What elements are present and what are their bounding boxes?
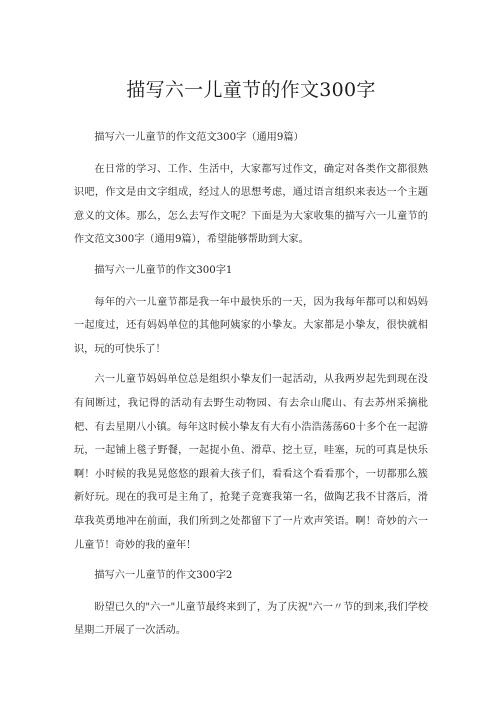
document-title: 描写六一儿童节的作文300字 xyxy=(126,79,376,101)
essay-2-paragraph-1: 盼望已久的"六一"儿童节最终来到了，为了庆祝"六一〃节的到来,我们学校星期二开展了一次活动。 xyxy=(74,601,428,637)
intro-paragraph: 在日常的学习、工作、生活中，大家都写过作文，确定对各类作文都很熟识吧，作文是由文字组成，经过人的思想考虑，通过语言组织来表达一个主题意义的文体。那么，怎么去写作文呢？下面是为大家收集的描写六一儿童节的作文范文300字（通用9篇），希望能够帮助到大家。 xyxy=(74,163,428,246)
essay-1-paragraph-2: 六一儿童节妈妈单位总是组织小挚友们一起活动，从我两岁起先到现在没有间断过，我记得的活动有去野生动物园、有去佘山爬山、有去苏州采摘枇杷、有去星期八小镇。每年这时候小挚友有大有小浩浩荡荡60十多个在一起游玩，一起铺上毯子野餐，一起捉小鱼、滑草、挖土豆，哇塞，玩的可真是快乐啊！小时候的我晃晃悠悠的跟着大孩子们，看看这个看看那个，一切都那么簇新好玩。现在的我可是主角了，抢凳子竞赛我第一名，做陶艺我不甘落后，滑草我英勇地冲在前面，我们所到之处都留下了一片欢声笑语。啊！奇妙的六一儿童节！奇妙的我的童年！ xyxy=(74,374,428,551)
essay-1-paragraph-1: 每年的六一儿童节都是我一年中最快乐的一天，因为我每年都可以和妈妈一起度过，还有妈妈单位的其他阿姨家的小挚友。大家都是小挚友，很快就相识，玩的可快乐了！ xyxy=(74,296,428,355)
essay-1-heading: 描写六一儿童节的作文300字1 xyxy=(94,264,233,276)
document-body xyxy=(74,126,428,643)
document-subtitle: 描写六一儿童节的作文范文300字（通用9篇） xyxy=(94,132,304,143)
essay-2-heading: 描写六一儿童节的作文300字2 xyxy=(94,570,233,582)
